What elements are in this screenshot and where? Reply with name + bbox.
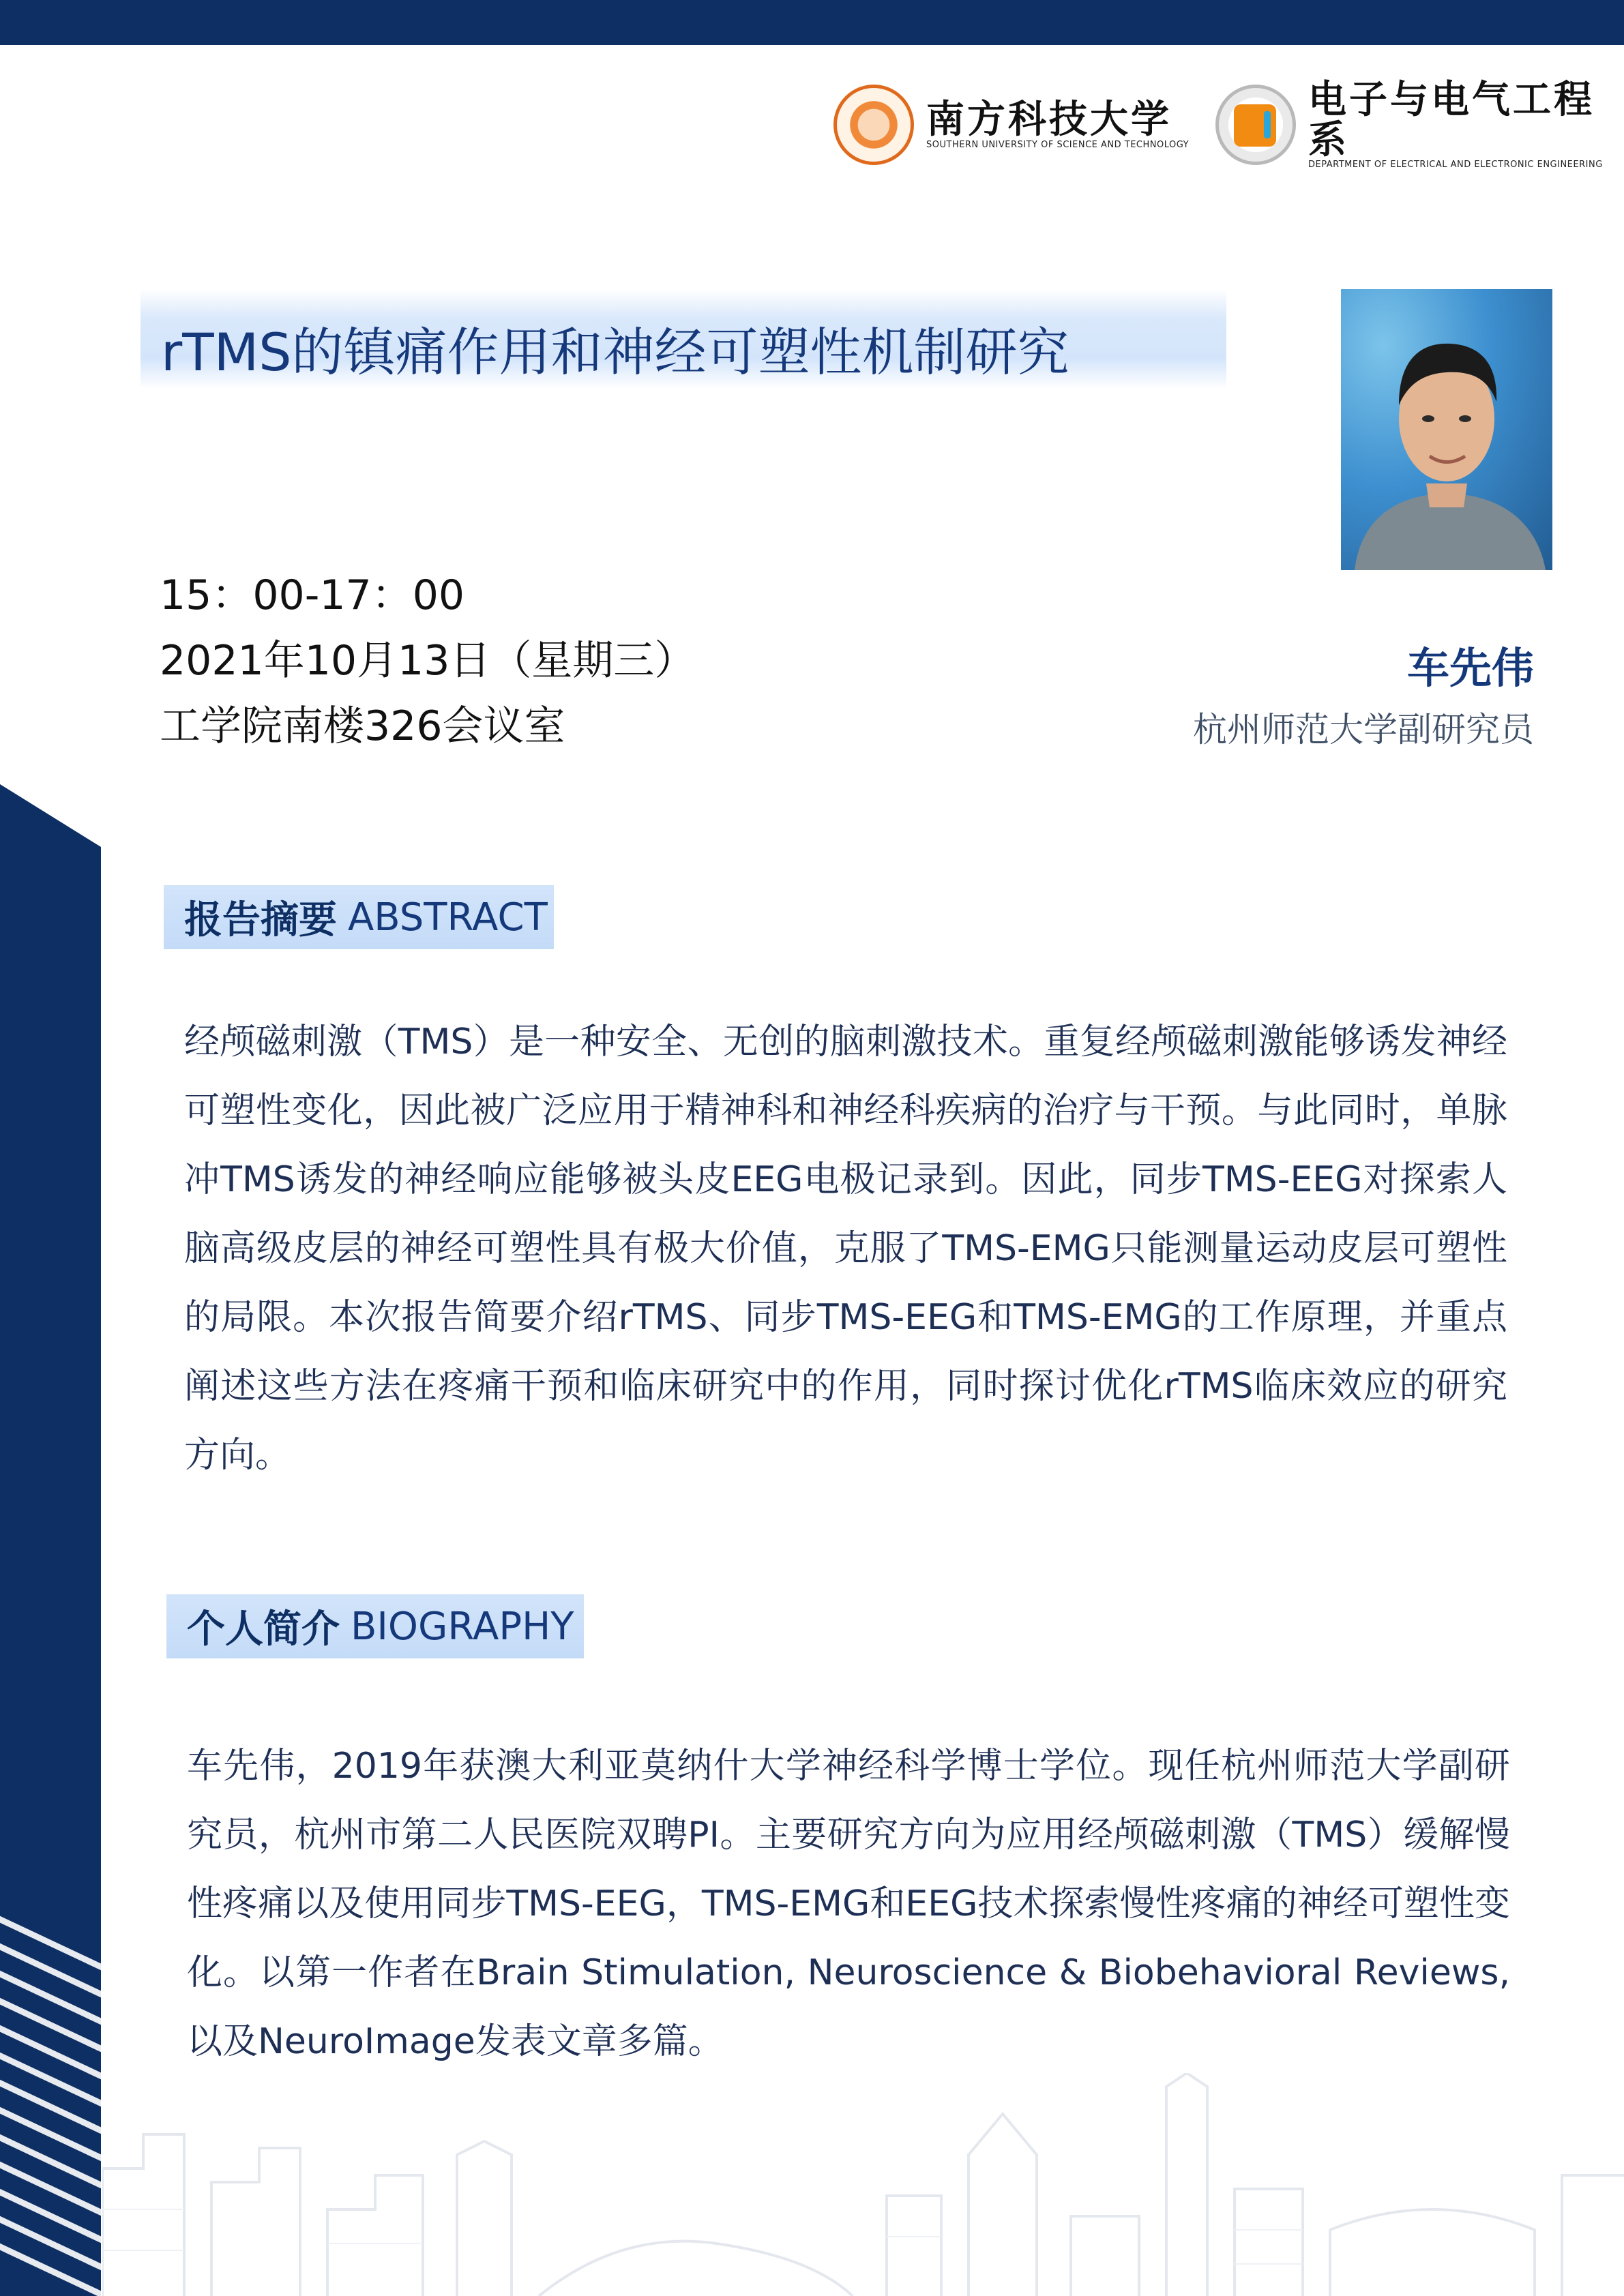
ee-seal-icon bbox=[1215, 85, 1296, 165]
biography-label-cn: 个人简介 bbox=[187, 1607, 340, 1652]
sustech-name-cn: 南方科技大学 bbox=[926, 97, 1172, 143]
sustech-name-en: SOUTHERN UNIVERSITY OF SCIENCE AND TECHNOLOGY bbox=[926, 139, 1190, 150]
speaker-affiliation: 杭州师范大学副研究员 bbox=[1193, 710, 1534, 749]
ee-name-en: DEPARTMENT OF ELECTRICAL AND ELECTRONIC ENGINEERING bbox=[1308, 160, 1603, 170]
ee-department-logo bbox=[1215, 76, 1624, 170]
abstract-label-cn: 报告摘要 bbox=[184, 898, 337, 942]
speaker-name: 车先伟 bbox=[1406, 643, 1534, 693]
sustech-seal-icon bbox=[833, 85, 914, 165]
event-info bbox=[160, 563, 695, 759]
biography-body: 车先伟，2019年获澳大利亚莫纳什大学神经科学博士学位。现任杭州师范大学副研究员，杭州市第二人民医院双聘PI。主要研究方向为应用经颅磁刺激（TMS）缓解慢性疼痛以及使用同步TMS-EEG，TMS-EMG和EEG技术探索慢性疼痛的神经可塑性变化。以第一作者在Brain Stimulation, Neuroscience & Biobehavioral Reviews, 以及NeuroImage发表文章多篇。 bbox=[187, 1746, 1510, 2062]
event-location: 工学院南楼326会议室 bbox=[160, 702, 565, 750]
abstract-body: 经颅磁刺激（TMS）是一种安全、无创的脑刺激技术。重复经颅磁刺激能够诱发神经可塑性变化，因此被广泛应用于精神科和神经科疾病的治疗与干预。与此同时，单脉冲TMS诱发的神经响应能够被头皮EEG电极记录到。因此，同步TMS-EEG对探索人脑高级皮层的神经可塑性具有极大价值，克服了TMS-EMG只能测量运动皮层可塑性的局限。本次报告简要介绍rTMS、同步TMS-EEG和TMS-EMG的工作原理，并重点阐述这些方法在疼痛干预和临床研究中的作用，同时探讨优化rTMS临床效应的研究方向。 bbox=[184, 1022, 1507, 1476]
talk-title-banner bbox=[141, 289, 1226, 389]
biography-label-en: BIOGRAPHY bbox=[351, 1604, 574, 1649]
speaker-photo bbox=[1341, 289, 1552, 570]
ee-name-cn: 电子与电气工程系 bbox=[1308, 76, 1595, 162]
event-date: 2021年10月13日（星期三） bbox=[160, 637, 696, 685]
abstract-label-en: ABSTRACT bbox=[348, 895, 548, 940]
abstract-section-header bbox=[164, 885, 554, 949]
biography-section-header bbox=[166, 1594, 584, 1658]
top-banner-bar bbox=[0, 0, 1624, 45]
sustech-logo bbox=[833, 80, 1189, 169]
event-time: 15：00-17：00 bbox=[160, 571, 465, 619]
talk-title: rTMS的镇痛作用和神经可塑性机制研究 bbox=[161, 322, 1069, 383]
left-navy-decoration bbox=[0, 784, 102, 2296]
speaker-portrait-image bbox=[1341, 289, 1552, 570]
city-skyline-watermark bbox=[102, 2073, 1624, 2296]
